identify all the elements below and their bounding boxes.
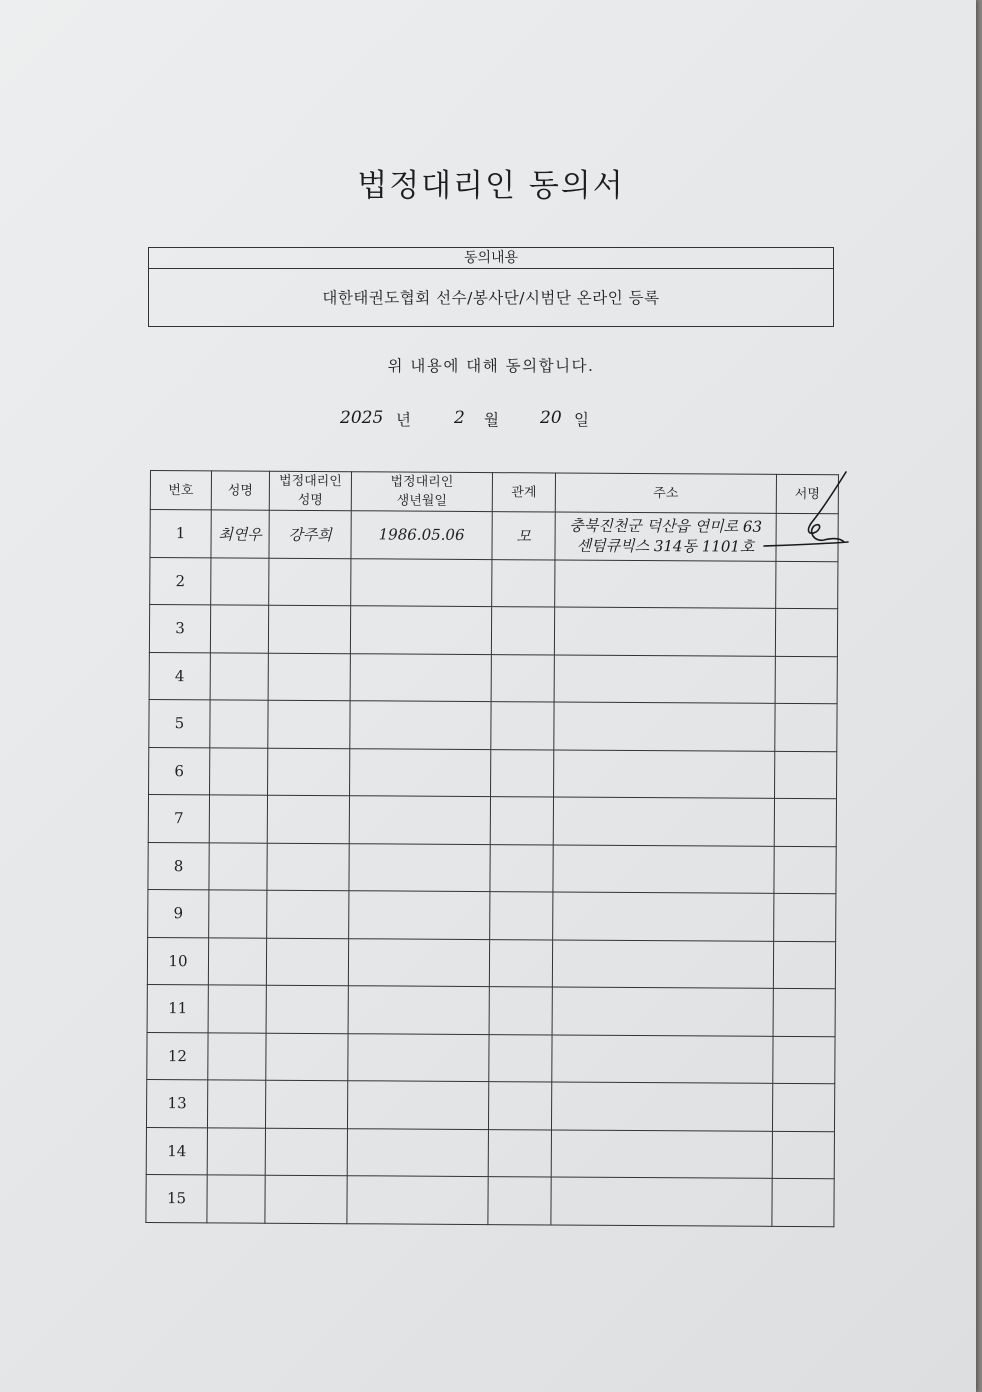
date-day-unit: 일 — [574, 411, 589, 429]
header-name: 성명 — [211, 471, 269, 510]
row-no: 13 — [146, 1079, 207, 1127]
table-row — [149, 652, 837, 704]
row-no: 14 — [146, 1127, 207, 1175]
date-year: 2025 — [340, 408, 384, 428]
table-row — [149, 747, 837, 799]
row-no: 6 — [149, 747, 210, 795]
table-row — [149, 605, 837, 657]
table-row — [148, 889, 836, 941]
row-no: 2 — [150, 557, 211, 605]
header-guardian-name: 법정대리인 성명 — [269, 471, 351, 511]
table-row — [150, 510, 838, 562]
guardian-table — [145, 470, 839, 1227]
header-address: 주소 — [555, 473, 776, 513]
handwritten-signature — [762, 466, 852, 556]
header-guardian-birth: 법정대리인 생년월일 — [351, 472, 492, 512]
row-no: 8 — [148, 842, 209, 890]
table-row — [146, 1174, 834, 1226]
row-no: 1 — [150, 510, 211, 558]
document-title: 법정대리인 동의서 — [357, 168, 625, 204]
date-year-unit: 년 — [396, 411, 411, 429]
row-no: 15 — [146, 1174, 207, 1222]
date-month: 2 — [454, 408, 465, 428]
row-no: 12 — [147, 1032, 208, 1080]
table-header-row — [150, 471, 838, 514]
row-name: 최연우 — [211, 510, 269, 558]
agreement-statement: 위 내용에 대해 동의합니다. — [387, 357, 595, 375]
row-guardian-name: 강주희 — [269, 510, 351, 558]
table-row — [147, 984, 835, 1036]
date-month-unit: 월 — [484, 411, 499, 429]
row-no: 11 — [147, 984, 208, 1032]
row-address: 충북진천군 덕산읍 연미로 63 센텀큐빅스 314동 1101호 — [555, 512, 776, 561]
row-relation: 모 — [492, 512, 555, 560]
table-row — [147, 937, 835, 989]
table-row — [148, 842, 836, 894]
row-no: 7 — [148, 794, 209, 842]
row-guardian-birth: 1986.05.06 — [351, 511, 492, 559]
table-row — [148, 794, 836, 846]
consent-box — [148, 247, 834, 327]
row-no: 3 — [149, 605, 210, 653]
table-row — [146, 1127, 834, 1179]
header-relation: 관계 — [492, 473, 555, 512]
row-no: 5 — [149, 699, 210, 747]
table-row — [147, 1032, 835, 1084]
table-row — [149, 699, 837, 751]
table-row — [146, 1079, 834, 1131]
row-no: 10 — [147, 937, 208, 985]
table-row — [150, 557, 838, 609]
row-no: 9 — [148, 889, 209, 937]
consent-header: 동의내용 — [149, 248, 833, 269]
date-line — [330, 402, 650, 436]
date-day: 20 — [540, 408, 562, 428]
header-no: 번호 — [150, 471, 211, 510]
row-no: 4 — [149, 652, 210, 700]
header-signature: 서명 — [776, 474, 838, 513]
consent-text: 대한태권도협회 선수/봉사단/시범단 온라인 등록 — [322, 289, 660, 307]
